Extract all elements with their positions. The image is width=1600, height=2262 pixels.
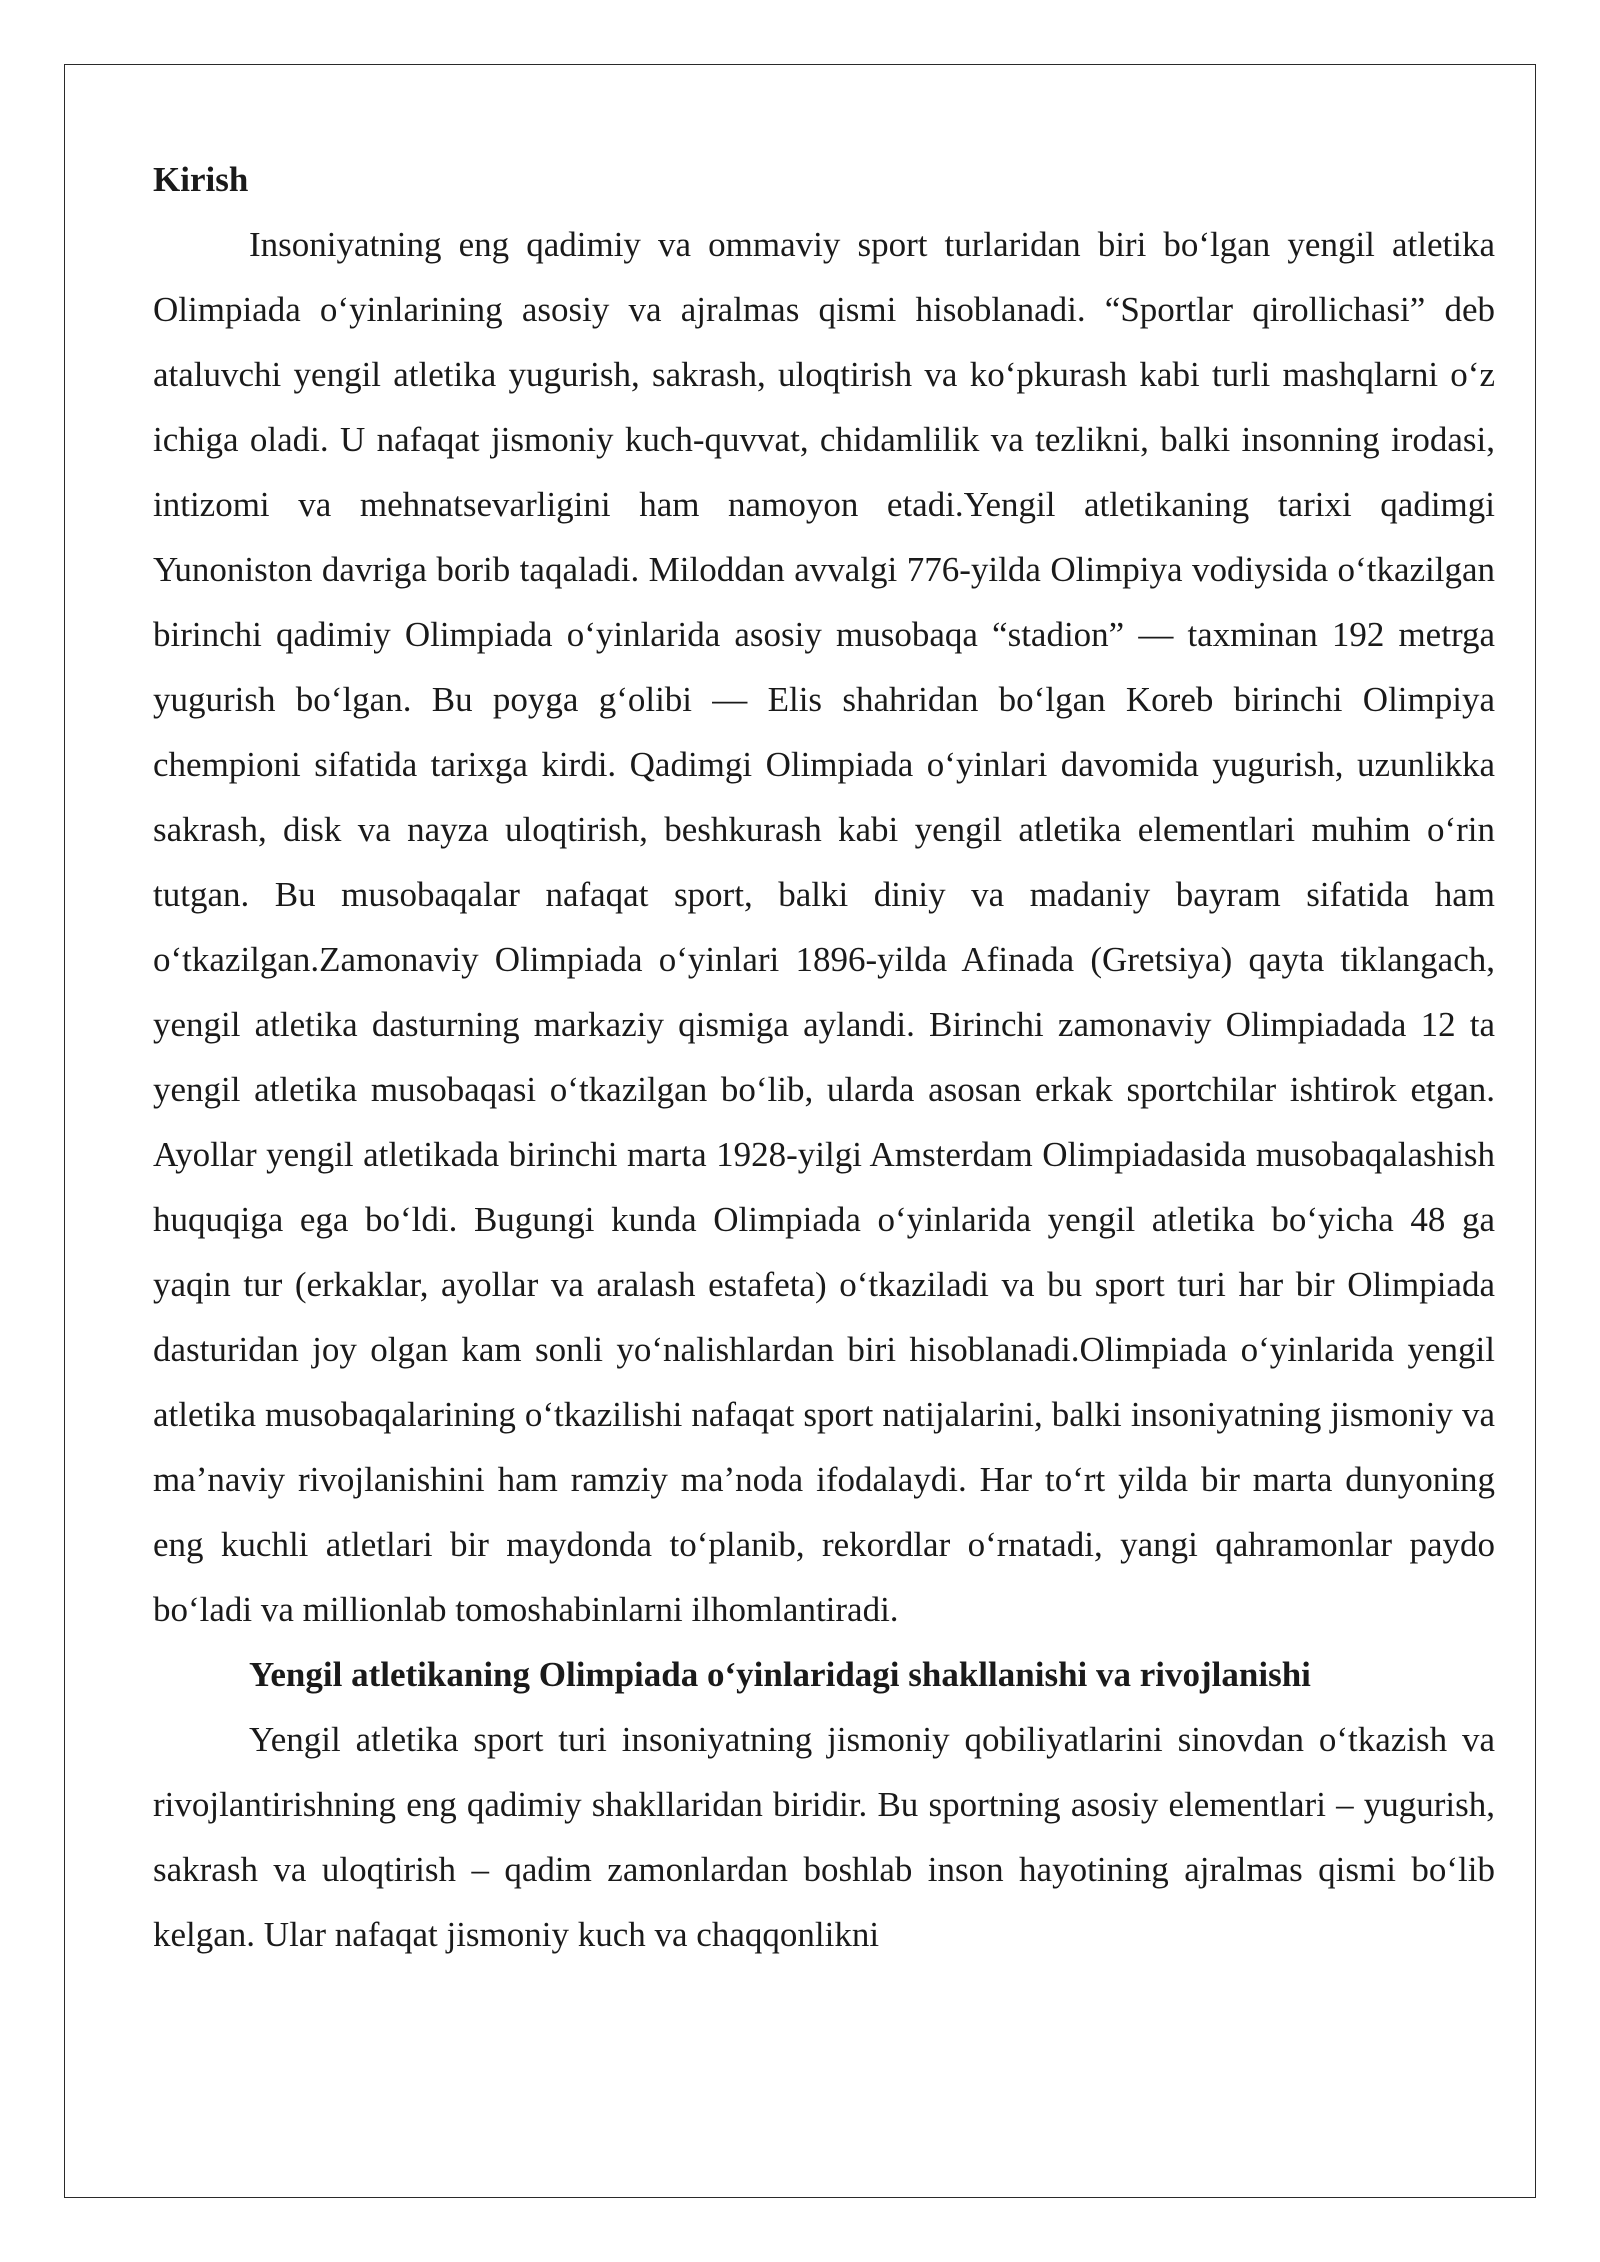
paragraph-development: Yengil atletika sport turi insoniyatning jismoniy qobiliyatlarini sinovdan oʻtkazish va rivojlantirishning eng qadimiy shakllaridan biridir. Bu sportning asosiy elementlari – yugurish, sakrash va uloqtirish – qadim zamonlardan boshlab inson hayotining ajralmas qismi boʻlib kelgan. Ular nafaqat jismoniy kuch va chaqqonlikni [153,1720,1495,1954]
paragraph-introduction: Insoniyatning eng qadimiy va ommaviy sport turlaridan biri boʻlgan yengil atletika Olimpiada oʻyinlarining asosiy va ajralmas qismi hisoblanadi. “Sportlar qirollichasi” deb ataluvchi yengil atletika yugurish, sakrash, uloqtirish va koʻpkurash kabi turli mashqlarni oʻz ichiga oladi. U nafaqat jismoniy kuch-quvvat, chidamlilik va tezlikni, balki insonning irodasi, intizomi va mehnatsevarligini ham namoyon etadi.Yengil atletikaning tarixi qadimgi Yunoniston davriga borib taqaladi. Miloddan avvalgi 776-yilda Olimpiya vodiysida oʻtkazilgan birinchi qadimiy Olimpiada oʻyinlarida asosiy musobaqa “stadion” — taxminan 192 metrga yugurish boʻlgan. Bu poyga gʻolibi — Elis shahridan boʻlgan Koreb birinchi Olimpiya chempioni sifatida tarixga kirdi. Qadimgi Olimpiada oʻyinlari davomida yugurish, uzunlikka sakrash, disk va nayza uloqtirish, beshkurash kabi yengil atletika elementlari muhim oʻrin tutgan. Bu musobaqalar nafaqat sport, balki diniy va madaniy bayram sifatida ham oʻtkazilgan.Zamonaviy Olimpiada oʻyinlari 1896-yilda Afinada (Gretsiya) qayta tiklangach, yengil atletika dasturning markaziy qismiga aylandi. Birinchi zamonaviy Olimpiadada 12 ta yengil atletika musobaqasi oʻtkazilgan boʻlib, ularda asosan erkak sportchilar ishtirok etgan. Ayollar yengil atletikada birinchi marta 1928-yilgi Amsterdam Olimpiadasida musobaqalashish huquqiga ega boʻldi. Bugungi kunda Olimpiada oʻyinlarida yengil atletika boʻyicha 48 ga yaqin tur (erkaklar, ayollar va aralash estafeta) oʻtkaziladi va bu sport turi har bir Olimpiada dasturidan joy olgan kam sonli yoʻnalishlardan biri hisoblanadi.Olimpiada oʻyinlarida yengil atletika musobaqalarining oʻtkazilishi nafaqat sport natijalarini, balki insoniyatning jismoniy va maʼnaviy rivojlanishini ham ramziy maʼnoda ifodalaydi. Har toʻrt yilda bir marta dunyoning eng kuchli atletlari bir maydonda toʻplanib, rekordlar oʻrnatadi, yangi qahramonlar paydo boʻladi va millionlab tomoshabinlarni ilhomlantiradi. [153,225,1495,1629]
section-heading-kirish: Kirish [153,160,249,199]
document-body [153,147,1495,1967]
section-heading-development: Yengil atletikaning Olimpiada oʻyinlaridagi shakllanishi va rivojlanishi [249,1655,1311,1694]
